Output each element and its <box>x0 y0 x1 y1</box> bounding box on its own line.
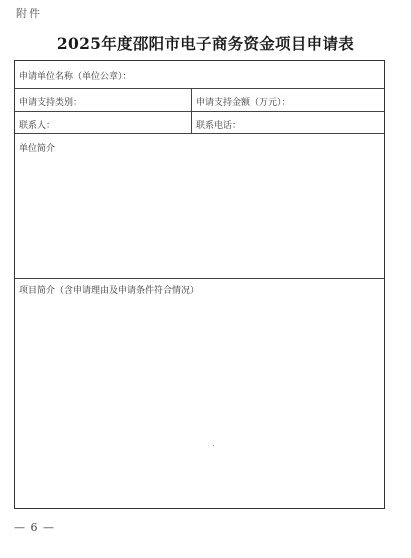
row-contact <box>15 112 384 134</box>
row-unit-intro[interactable] <box>15 134 384 279</box>
contact-phone-cell[interactable] <box>191 112 386 133</box>
page-number: — 6 — <box>14 521 55 534</box>
support-amount-cell[interactable] <box>191 89 386 111</box>
project-intro-label: 项目简介（含申请理由及申请条件符合情况） <box>19 286 200 296</box>
support-category-cell[interactable] <box>15 89 191 111</box>
attachment-label: 附件 <box>16 7 42 20</box>
application-form-table <box>14 60 385 509</box>
applicant-unit-label: 申请单位名称（单位公章）： <box>19 72 132 82</box>
contact-person-cell[interactable] <box>15 112 191 133</box>
scan-speck <box>213 445 214 446</box>
row-support <box>15 89 384 112</box>
support-category-label: 申请支持类别： <box>19 98 83 108</box>
support-amount-label: 申请支持金额（万元）： <box>196 98 291 108</box>
row-applicant-unit <box>15 61 384 89</box>
contact-person-label: 联系人： <box>19 121 56 131</box>
form-title: 2025年度邵阳市电子商务资金项目申请表 <box>56 34 355 53</box>
unit-intro-label: 单位简介 <box>19 144 56 154</box>
row-project-intro[interactable] <box>15 279 384 508</box>
contact-phone-label: 联系电话： <box>196 121 242 131</box>
